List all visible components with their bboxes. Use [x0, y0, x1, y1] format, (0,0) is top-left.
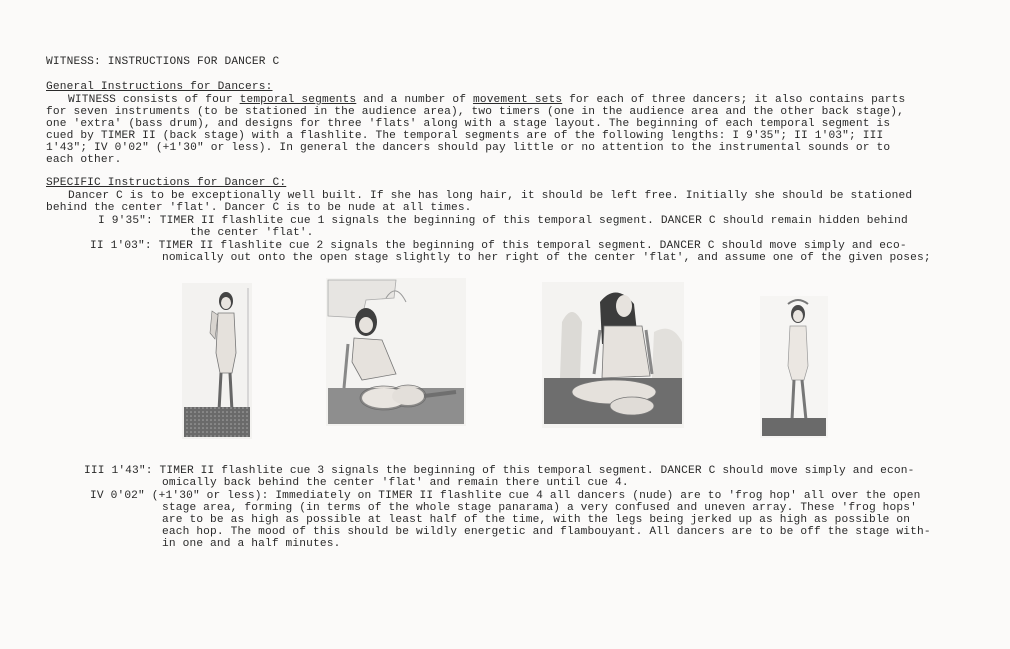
- segment-4-line-b: stage area, forming (in terms of the whole stage panarama) a very confused and uneven array. These 'frog hops': [162, 502, 917, 514]
- document-title: WITNESS: INSTRUCTIONS FOR DANCER C: [46, 56, 280, 68]
- general-line-2: for seven instruments (to be stationed in the audience area), two timers (one in the audience area and the other back stage),: [46, 106, 904, 118]
- segment-3-line-a: III 1'43": TIMER II flashlite cue 3 signals the beginning of this temporal segment. DANCER C should move simply and econ-: [84, 465, 915, 477]
- general-line-1: [68, 94, 905, 106]
- general-line-3: one 'extra' (bass drum), and designs for three 'flats' along with a stage layout. The beginning of each temporal segment is: [46, 118, 891, 130]
- general-heading: General Instructions for Dancers:: [46, 81, 273, 93]
- segment-4-line-a: IV 0'02" (+1'30" or less): Immediately on TIMER II flashlite cue 4 all dancers (nude) are to 'frog hop' all over the open: [90, 490, 921, 502]
- seated-cross-legged-pose-photo: [542, 282, 684, 428]
- segment-1-line-b: the center 'flat'.: [190, 227, 314, 239]
- segment-3-line-b: omically back behind the center 'flat' and remain there until cue 4.: [162, 477, 629, 489]
- movement-sets-term: movement sets: [472, 94, 563, 106]
- segment-4-line-c: are to be as high as possible at least half of the time, with the legs being jerked up as high as possible on: [162, 514, 911, 526]
- general-line-1e: for each of three dancers; it also contains parts: [562, 94, 906, 106]
- specific-line-2: behind the center 'flat'. Dancer C is to be nude at all times.: [46, 202, 472, 214]
- temporal-segments-term: temporal segments: [239, 94, 357, 106]
- standing-arms-raised-pose-photo: [760, 296, 828, 438]
- reclining-pose-photo: [326, 278, 466, 426]
- specific-line-1: Dancer C is to be exceptionally well built. If she has long hair, it should be left free. Initially she should be stationed: [68, 190, 913, 202]
- segment-4-line-e: in one and a half minutes.: [162, 538, 341, 550]
- segment-2-line-a: II 1'03": TIMER II flashlite cue 2 signals the beginning of this temporal segment. DANCER C should move simply and eco-: [90, 240, 907, 252]
- segment-1-line-a: I 9'35": TIMER II flashlite cue 1 signals the beginning of this temporal segment. DANCER C should remain hidden behind: [98, 215, 908, 227]
- general-line-4: cued by TIMER II (back stage) with a flashlite. The temporal segments are of the following lengths: I 9'35"; II 1'03"; III: [46, 130, 884, 142]
- segment-2-line-b: nomically out onto the open stage slightly to her right of the center 'flat', and assume one of the given poses;: [162, 252, 931, 264]
- general-line-1c: and a number of: [356, 94, 473, 106]
- standing-pose-photo: [182, 283, 252, 439]
- general-line-1a: WITNESS consists of four: [68, 94, 240, 106]
- general-line-6: each other.: [46, 154, 122, 166]
- general-line-5: 1'43"; IV 0'02" (+1'30" or less). In general the dancers should pay little or no attention to the instrumental sounds or to: [46, 142, 891, 154]
- segment-4-line-d: each hop. The mood of this should be wildly energetic and flambouyant. All dancers are to be off the stage with-: [162, 526, 931, 538]
- specific-heading: SPECIFIC Instructions for Dancer C:: [46, 177, 287, 189]
